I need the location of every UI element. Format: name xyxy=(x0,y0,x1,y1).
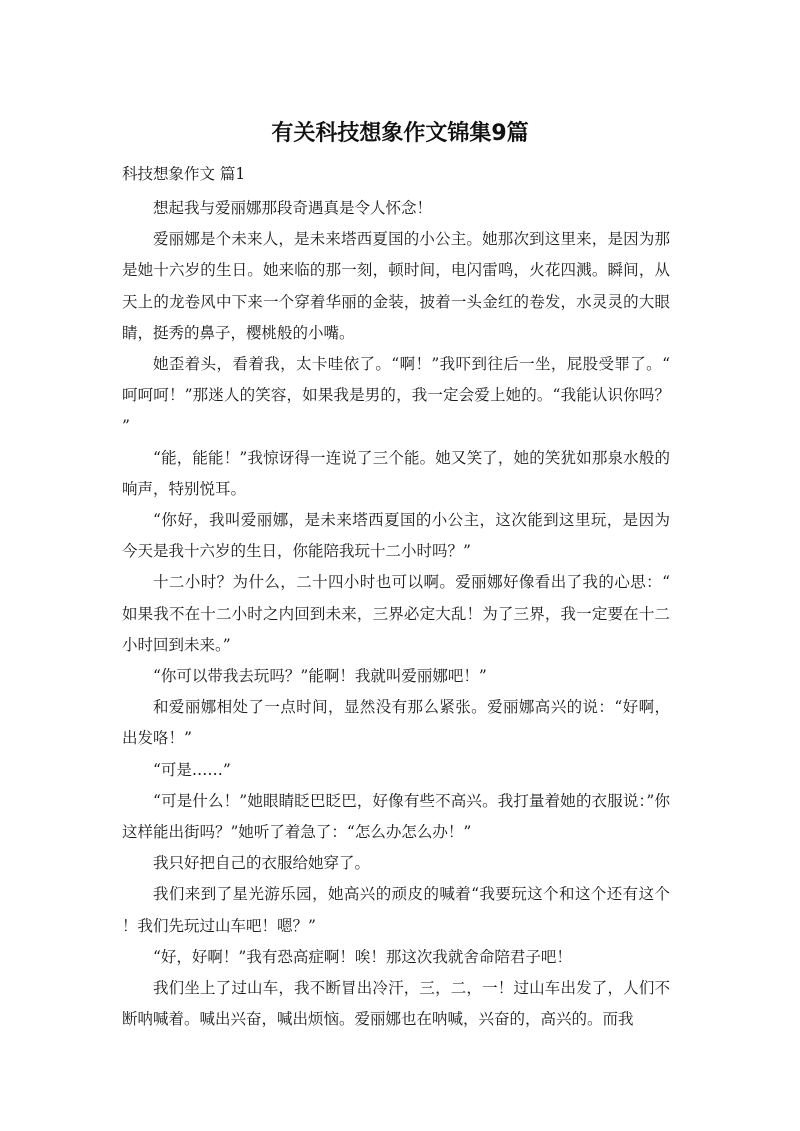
paragraph: “你可以带我去玩吗？”能啊！我就叫爱丽娜吧！” xyxy=(153,667,487,686)
document-title: 有关科技想象作文锦集9篇 xyxy=(271,121,529,146)
paragraph: 十二小时？为什么，二十四小时也可以啊。爱丽娜好像看出了我的心思：“如果我不在十二小时之内回到未来，三界必定大乱！为了三界，我一定要在十二小时回到未来。” xyxy=(122,573,670,654)
article-body xyxy=(122,193,670,1035)
paragraph: 想起我与爱丽娜那段奇遇真是令人怀念！ xyxy=(153,199,433,217)
paragraph: 我只好把自己的衣服给她穿了。 xyxy=(153,854,371,873)
paragraph: “你好，我叫爱丽娜，是未来塔西夏国的小公主，这次能到这里玩，是因为今天是我十六岁的生日，你能陪我玩十二小时吗？” xyxy=(122,511,670,561)
paragraph: “可是……” xyxy=(153,760,231,779)
section-heading: 科技想象作文 篇1 xyxy=(122,165,246,183)
paragraph: “好，好啊！”我有恐高症啊！唉！那这次我就舍命陪君子吧！ xyxy=(153,947,572,966)
paragraph: “能，能能！”我惊讶得一连说了三个能。她又笑了，她的笑犹如那泉水般的响声，特别悦耳。 xyxy=(122,448,670,498)
paragraph: “可是什么！”她眼睛眨巴眨巴，好像有些不高兴。我打量着她的衣服说：”你这样能出街吗？”她听了着急了：“怎么办怎么办！” xyxy=(122,791,670,842)
paragraph: 她歪着头，看着我，太卡哇依了。“啊！”我吓到往后一坐，屁股受罪了。“呵呵呵！”那迷人的笑容，如果我是男的，我一定会爱上她的。“我能认识你吗？” xyxy=(122,355,670,436)
paragraph: 爱丽娜是个未来人，是未来塔西夏国的小公主。她那次到这里来，是因为那是她十六岁的生日。她来临的那一刻，顿时间，电闪雷鸣，火花四溅。瞬间，从天上的龙卷风中下来一个穿着华丽的金装，披着一头金红的卷发，水灵灵的大眼睛，挺秀的鼻子，樱桃般的小嘴。 xyxy=(122,230,670,342)
paragraph: 和爱丽娜相处了一点时间，显然没有那么紧张。爱丽娜高兴的说：“好啊，出发咯！” xyxy=(122,698,670,748)
paragraph: 我们坐上了过山车，我不断冒出冷汗，三，二，一！过山车出发了，人们不断呐喊着。喊出兴奋，喊出烦恼。爱丽娜也在呐喊，兴奋的，高兴的。而我 xyxy=(122,979,670,1029)
paragraph: 我们来到了星光游乐园，她高兴的顽皮的喊着“我要玩这个和这个还有这个！我们先玩过山车吧！嗯？” xyxy=(122,885,670,935)
